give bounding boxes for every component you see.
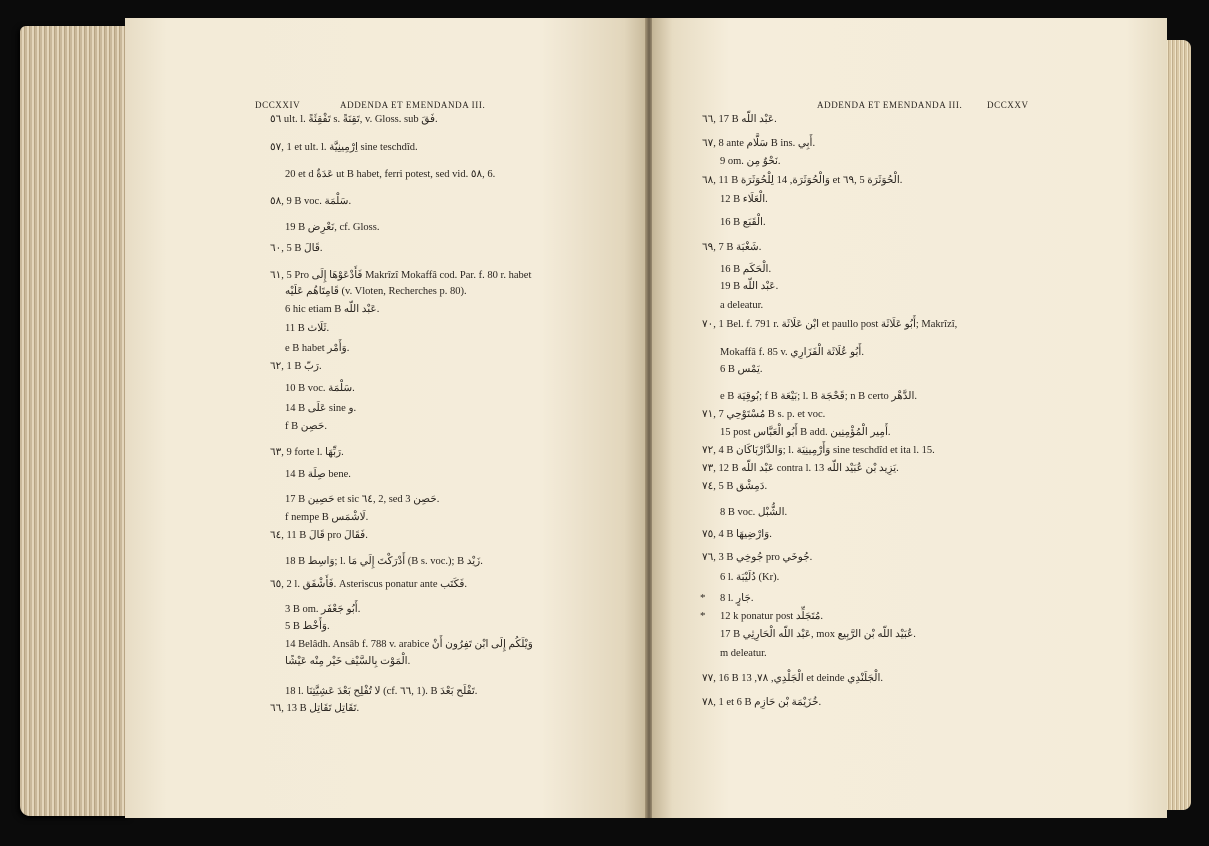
left-text-line: الْمَوْت بِالسَّيْف خَيْر مِنْه عَيْشًا. (285, 656, 411, 667)
right-text-line: 6 l. دُلَيْبَة (Kr). (720, 572, 780, 583)
right-text-line: 15 post أَبُو الْعَبَّاس B add. أَمِير الْمُؤْمِنِين. (720, 427, 891, 438)
right-text-line: ٧٨, 1 et 6 B خُزَيْمَة بْن حَازِم. (702, 697, 822, 708)
book-page-edges-left (20, 26, 130, 816)
left-text-line: 18 l. لا تُفْلِح بَعْدَ عَشِيَّتِنَا (cf. ٦٦, 1). B تَفْلَح بَعْدَ. (285, 686, 478, 697)
right-text-line: ٧٤, 5 B دَمِشْق. (702, 481, 768, 492)
left-text-line: ٦٢, 1 B رَبّ. (270, 361, 322, 372)
right-text-line: ٧٧, 16 B الْجَلْدِي, ٧٨, 13 et deinde الْجَلَنْدِي. (702, 673, 884, 684)
right-text-line: 19 B عَبْد اللّه. (720, 281, 779, 292)
right-text-line: e B بُوقِيَة; f B بَيْعَة; l. B قَحْجَة; n B certo الدَّهْر. (720, 391, 917, 402)
left-running-title: ADDENDA ET EMENDANDA III. (340, 100, 486, 110)
left-text-line: 3 B om. أَبُو جَعْفَر. (285, 604, 361, 615)
left-text-line: 17 B حَصِين et sic ٦٤, 2, sed 3 حَصِن. (285, 494, 440, 505)
right-text-line: ٧٠, 1 Bel. f. 791 r. ابْن عَلَاثَة et paullo post أَبُو عَلَاثَة; Makrîzî, (702, 319, 958, 330)
left-text-line: ٦٥, 2 l. فَأَشْفَق. Asteriscus ponatur ante فَكَتَب. (270, 579, 468, 590)
right-text-line: 16 B الْقَبَع. (720, 217, 766, 228)
left-text-line: f nempe B لَاشْمَس. (285, 512, 369, 523)
right-text-line: m deleatur. (720, 648, 767, 659)
left-text-line: ٥٧, 1 et ult. l. اِرْمِينِيَّة sine teschdîd. (270, 142, 418, 153)
left-text-line: قَامِتَاهُم عَلَيْه (v. Vloten, Recherches p. 80). (285, 286, 467, 297)
left-text-line: 20 et d عَدَةٌ ut B habet, ferri potest, sed vid. ٥٨, 6. (285, 169, 496, 180)
right-running-title: ADDENDA ET EMENDANDA III. (817, 100, 963, 110)
left-text-line: 14 B عَلَى sine و. (285, 403, 357, 414)
right-text-line: 8 l. جَارٍ. (720, 593, 754, 604)
right-text-line: 6 B يَمْس. (720, 364, 763, 375)
right-text-line: ٧٣, 12 B عَبْد اللّه contra l. 13 يَزِيد بْن عُبَيْد اللّه. (702, 463, 899, 474)
right-text-line: 12 B الْعَلَاء. (720, 194, 768, 205)
book-page-edges-right (1165, 40, 1191, 810)
asterisk-mark: * (700, 592, 706, 604)
left-text-line: 10 B voc. سَلْمَة. (285, 383, 355, 394)
left-text-line: ٦٣, 9 forte l. رَبِّهَا. (270, 447, 344, 458)
right-text-line: ٦٦, 17 B عَبْد اللّه. (702, 114, 777, 125)
right-text-line: ٧٥, 4 B وَارْضِيهَا. (702, 529, 772, 540)
left-text-line: f B حَصِن. (285, 421, 327, 432)
right-text-line: 8 B voc. الشُّبْل. (720, 507, 788, 518)
left-text-line: 19 B نَعْرِض, cf. Gloss. (285, 222, 380, 233)
left-text-line: ٥٨, 9 B voc. سَلْمَة. (270, 196, 352, 207)
right-text-line: 17 B عَبْد اللّه الْحَارِثِي, mox عُبَيْد اللّه بْن الرَّبِيع. (720, 629, 916, 640)
right-page-number: DCCXXV (987, 100, 1029, 110)
left-text-line: 18 B وَاسِط; l. أَدْرَكْتَ إِلَي مَا (B s. voc.); B زَيْد. (285, 556, 483, 567)
right-text-line: ٧٦, 3 B جُوخِي pro جُوخَي. (702, 552, 813, 563)
left-text-line: ٦٤, 11 B قَالَ pro فَقَالَ. (270, 530, 368, 541)
right-text-line: ٦٩, 7 B شَغْبَة. (702, 242, 762, 253)
left-page-number: DCCXXIV (255, 100, 301, 110)
left-text-line: 6 hic etiam B عَبْد اللّه. (285, 304, 380, 315)
right-text-line: Mokaffâ f. 85 v. أَبُو عُلَاثَة الْفَزَارِي. (720, 347, 864, 358)
left-text-line: e B habet وَأَمْر. (285, 343, 350, 354)
left-text-line: 14 B صِلَة bene. (285, 469, 351, 480)
right-text-line: ٦٨, 11 B وَالْحُوَثَرَة, 14 لِلْحُوَثَرَة et ٦٩, 5 الْحُوَثَرَة. (702, 175, 903, 186)
right-text-line: ٧١, 7 مُسْتَوْحِي B s. p. et voc. (702, 409, 826, 420)
right-text-line: ٧٢, 4 B وَالدَّارْبَاكَان; l. وَأَرْمِينِيَة sine teschdîd et ita l. 15. (702, 445, 935, 456)
asterisk-mark: * (700, 610, 706, 622)
left-text-line: ٥٦ ult. l. تَفْقِئَةً s. تَقِنَةً, v. Gloss. sub فَقَ. (270, 114, 438, 125)
left-text-line: ٦١, 5 Pro فَأَدْعَوْهَا إِلَى Makrîzî Mokaffâ cod. Par. f. 80 r. habet (270, 270, 532, 281)
right-text-line: 16 B الْحَكَم. (720, 264, 772, 275)
left-text-line: 5 B وَأَخْط. (285, 621, 330, 632)
right-text-line: 12 k ponatur post مُتَجَلِّد. (720, 611, 824, 622)
right-text-line: 9 om. نَحْوٌ مِن. (720, 156, 781, 167)
right-text-line: a deleatur. (720, 300, 764, 311)
left-text-line: ٦٠, 5 B قَالَ. (270, 243, 323, 254)
right-text-line: ٦٧, 8 ante سَلَّام B ins. أَبِي. (702, 138, 816, 149)
left-text-line: 11 B ثَلَاث. (285, 323, 330, 334)
left-text-line: 14 Belâdh. Ansâb f. 788 v. arabice وَيْلَكُم إِلَى ابْن تَفِرُون أَنْ (285, 639, 533, 650)
right-page (652, 18, 1167, 818)
left-page (125, 18, 645, 818)
left-text-line: ٦٦, 13 B تَقَاتِل تَقَاتِل. (270, 703, 360, 714)
